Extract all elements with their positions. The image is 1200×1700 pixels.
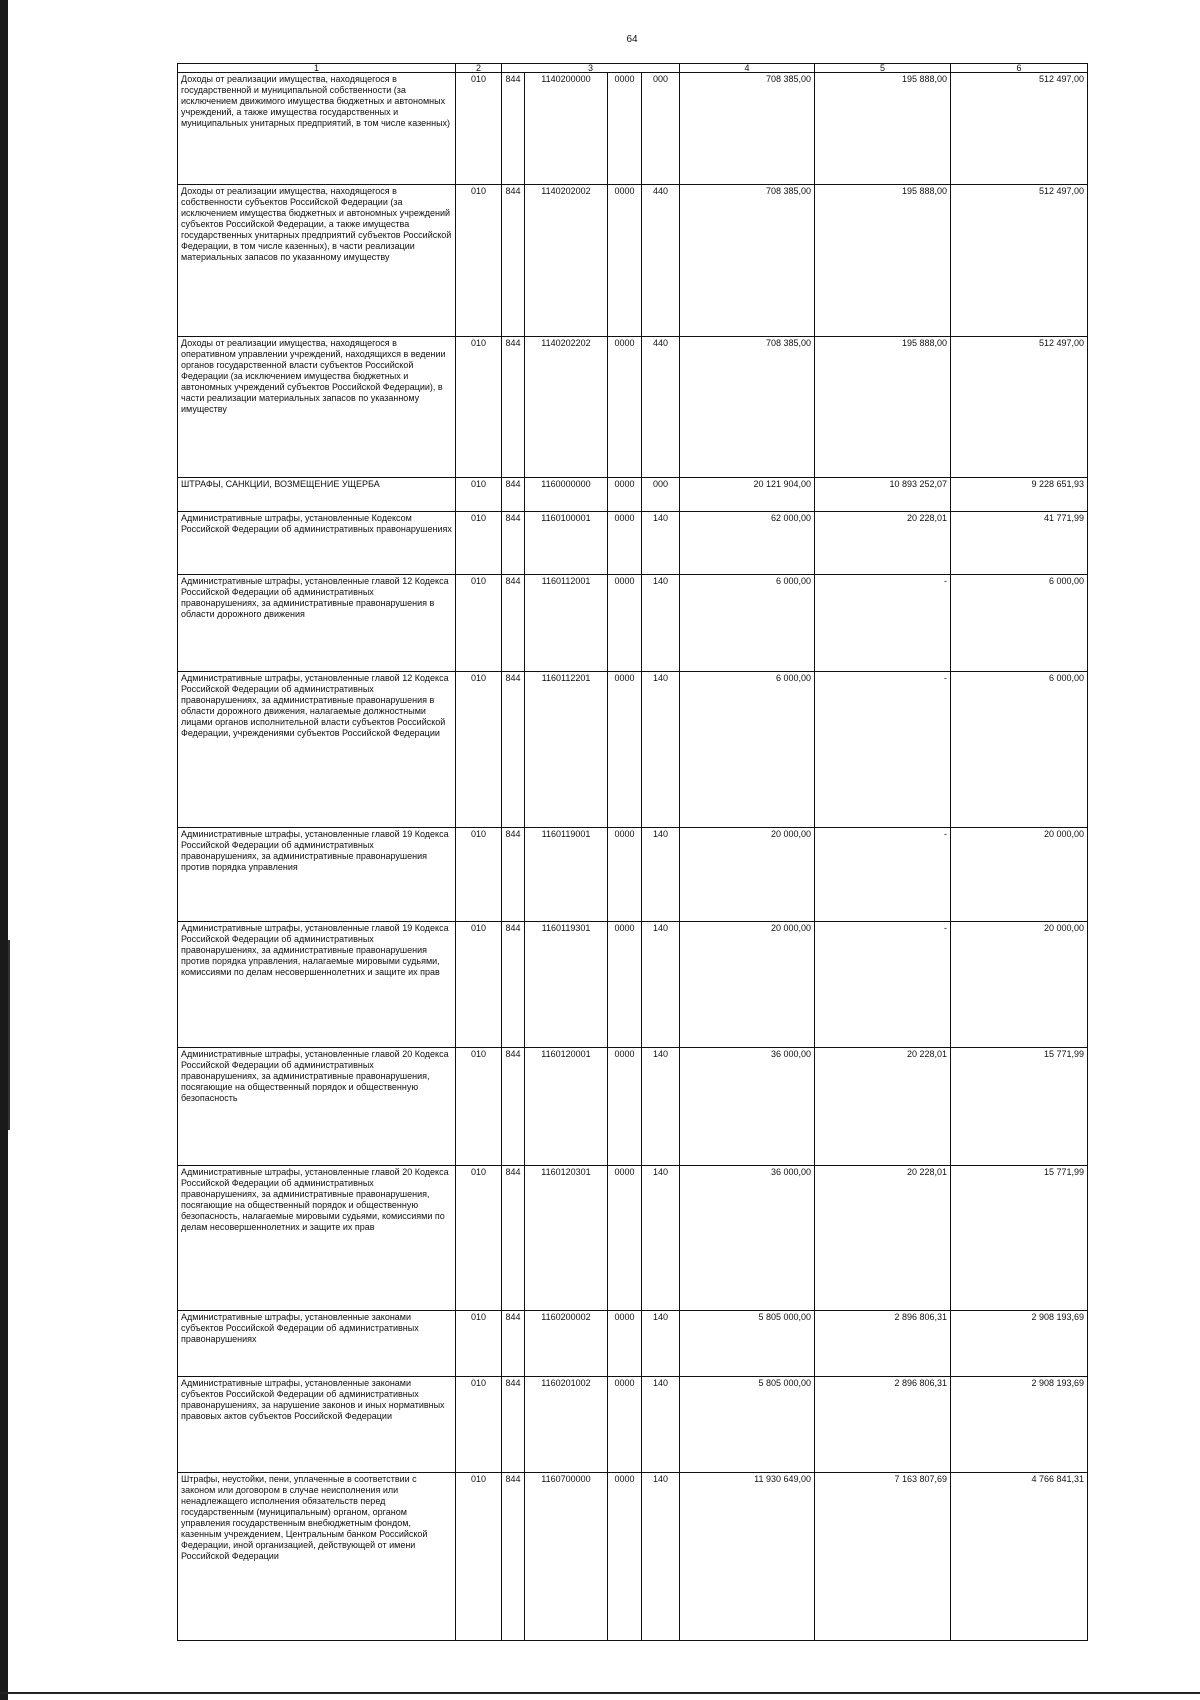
row-line-code: 010 <box>456 575 502 672</box>
column-number: 2 <box>456 64 502 73</box>
row-description: Доходы от реализации имущества, находящегося в оперативном управлении учреждений, находящихся в ведении органов государственной власти субъектов Российской Федерации (за исключением имущества бюджетных и автономных учреждений субъектов Российской Федерации), в части реализации материальных запасов по указанному имуществу <box>178 337 456 478</box>
row-class-code: 140 <box>642 1473 680 1641</box>
table-row <box>178 73 1088 185</box>
table-row <box>178 1473 1088 1641</box>
row-line-code: 010 <box>456 1473 502 1641</box>
column-number: 6 <box>951 64 1088 73</box>
budget-table <box>177 63 1088 1641</box>
row-admin-code: 844 <box>502 575 525 672</box>
row-line-code: 010 <box>456 337 502 478</box>
table-row <box>178 1166 1088 1311</box>
row-class-code: 140 <box>642 512 680 575</box>
row-line-code: 010 <box>456 672 502 828</box>
row-kbk-code: 1140200000 <box>525 73 608 185</box>
table-row <box>178 1311 1088 1377</box>
row-approved-amount: 20 000,00 <box>680 922 815 1048</box>
row-admin-code: 844 <box>502 1473 525 1641</box>
row-program-code: 0000 <box>608 1377 642 1473</box>
row-unexecuted-amount: 41 771,99 <box>951 512 1088 575</box>
row-approved-amount: 36 000,00 <box>680 1166 815 1311</box>
row-class-code: 140 <box>642 1166 680 1311</box>
row-class-code: 140 <box>642 828 680 922</box>
row-line-code: 010 <box>456 922 502 1048</box>
row-class-code: 440 <box>642 185 680 337</box>
row-description: Административные штрафы, установленные главой 12 Кодекса Российской Федерации об административных правонарушениях, за административные правонарушения в области дорожного движения <box>178 575 456 672</box>
table-row <box>178 1377 1088 1473</box>
row-program-code: 0000 <box>608 478 642 512</box>
row-admin-code: 844 <box>502 478 525 512</box>
row-description: Административные штрафы, установленные Кодексом Российской Федерации об административных правонарушениях <box>178 512 456 575</box>
row-approved-amount: 708 385,00 <box>680 185 815 337</box>
row-unexecuted-amount: 6 000,00 <box>951 672 1088 828</box>
row-unexecuted-amount: 4 766 841,31 <box>951 1473 1088 1641</box>
table-row <box>178 922 1088 1048</box>
row-admin-code: 844 <box>502 828 525 922</box>
row-kbk-code: 1160200002 <box>525 1311 608 1377</box>
row-line-code: 010 <box>456 828 502 922</box>
row-line-code: 010 <box>456 1311 502 1377</box>
row-executed-amount: 7 163 807,69 <box>815 1473 951 1641</box>
row-line-code: 010 <box>456 1166 502 1311</box>
row-kbk-code: 1160112001 <box>525 575 608 672</box>
row-description: Административные штрафы, установленные главой 20 Кодекса Российской Федерации об административных правонарушениях, за административные правонарушения, посягающие на общественный порядок и общественную безопасность <box>178 1048 456 1166</box>
table-row <box>178 337 1088 478</box>
row-kbk-code: 1160120301 <box>525 1166 608 1311</box>
table-row <box>178 1048 1088 1166</box>
row-executed-amount: 2 896 806,31 <box>815 1311 951 1377</box>
row-approved-amount: 20 000,00 <box>680 828 815 922</box>
row-unexecuted-amount: 6 000,00 <box>951 575 1088 672</box>
row-program-code: 0000 <box>608 922 642 1048</box>
row-executed-amount: 10 893 252,07 <box>815 478 951 512</box>
row-unexecuted-amount: 20 000,00 <box>951 922 1088 1048</box>
row-line-code: 010 <box>456 73 502 185</box>
row-program-code: 0000 <box>608 337 642 478</box>
table-row <box>178 185 1088 337</box>
row-executed-amount: - <box>815 575 951 672</box>
row-kbk-code: 1140202202 <box>525 337 608 478</box>
row-unexecuted-amount: 512 497,00 <box>951 73 1088 185</box>
row-approved-amount: 6 000,00 <box>680 575 815 672</box>
scan-left-edge <box>0 0 8 1700</box>
row-kbk-code: 1160100001 <box>525 512 608 575</box>
row-executed-amount: - <box>815 922 951 1048</box>
row-unexecuted-amount: 9 228 651,93 <box>951 478 1088 512</box>
row-kbk-code: 1160000000 <box>525 478 608 512</box>
column-number-row <box>178 64 1088 73</box>
row-program-code: 0000 <box>608 828 642 922</box>
row-executed-amount: 20 228,01 <box>815 1166 951 1311</box>
row-unexecuted-amount: 20 000,00 <box>951 828 1088 922</box>
row-description: Административные штрафы, установленные главой 12 Кодекса Российской Федерации об административных правонарушениях, за административные правонарушения в области дорожного движения, налагаемые должностными лицами органов исполнительной власти субъектов Российской Федерации, учреждениями субъектов Российской Федерации <box>178 672 456 828</box>
row-line-code: 010 <box>456 1048 502 1166</box>
row-description: Административные штрафы, установленные законами субъектов Российской Федерации об административных правонарушениях <box>178 1311 456 1377</box>
scan-left-mark <box>8 940 10 1130</box>
row-class-code: 440 <box>642 337 680 478</box>
table-row <box>178 672 1088 828</box>
row-unexecuted-amount: 2 908 193,69 <box>951 1377 1088 1473</box>
row-kbk-code: 1160119001 <box>525 828 608 922</box>
row-admin-code: 844 <box>502 672 525 828</box>
row-executed-amount: - <box>815 672 951 828</box>
budget-table-body <box>178 64 1088 1641</box>
scan-bottom-edge <box>0 1692 1200 1694</box>
row-description: Доходы от реализации имущества, находящегося в государственной и муниципальной собственности (за исключением движимого имущества бюджетных и автономных учреждений, а также имущества государственных и муниципальных унитарных предприятий, в том числе казенных) <box>178 73 456 185</box>
row-line-code: 010 <box>456 512 502 575</box>
column-number: 4 <box>680 64 815 73</box>
row-admin-code: 844 <box>502 185 525 337</box>
row-executed-amount: 2 896 806,31 <box>815 1377 951 1473</box>
row-kbk-code: 1160112201 <box>525 672 608 828</box>
row-admin-code: 844 <box>502 1166 525 1311</box>
row-unexecuted-amount: 2 908 193,69 <box>951 1311 1088 1377</box>
row-approved-amount: 11 930 649,00 <box>680 1473 815 1641</box>
row-executed-amount: 20 228,01 <box>815 512 951 575</box>
row-class-code: 140 <box>642 922 680 1048</box>
row-approved-amount: 5 805 000,00 <box>680 1311 815 1377</box>
row-line-code: 010 <box>456 185 502 337</box>
row-kbk-code: 1160201002 <box>525 1377 608 1473</box>
row-class-code: 140 <box>642 672 680 828</box>
row-program-code: 0000 <box>608 73 642 185</box>
row-description: Административные штрафы, установленные главой 20 Кодекса Российской Федерации об административных правонарушениях, за административные правонарушения, посягающие на общественный порядок и общественную безопасность, налагаемые мировыми судьями, комиссиями по делам несовершеннолетних и защите их прав <box>178 1166 456 1311</box>
row-program-code: 0000 <box>608 1311 642 1377</box>
row-kbk-code: 1160700000 <box>525 1473 608 1641</box>
row-admin-code: 844 <box>502 512 525 575</box>
row-approved-amount: 6 000,00 <box>680 672 815 828</box>
row-description: Административные штрафы, установленные законами субъектов Российской Федерации об административных правонарушениях, за нарушение законов и иных нормативных правовых актов субъектов Российской Федерации <box>178 1377 456 1473</box>
row-admin-code: 844 <box>502 1311 525 1377</box>
row-unexecuted-amount: 512 497,00 <box>951 185 1088 337</box>
row-admin-code: 844 <box>502 73 525 185</box>
row-class-code: 000 <box>642 73 680 185</box>
row-approved-amount: 20 121 904,00 <box>680 478 815 512</box>
column-number: 5 <box>815 64 951 73</box>
row-program-code: 0000 <box>608 1473 642 1641</box>
row-description: ШТРАФЫ, САНКЦИИ, ВОЗМЕЩЕНИЕ УЩЕРБА <box>178 478 456 512</box>
row-unexecuted-amount: 15 771,99 <box>951 1166 1088 1311</box>
row-program-code: 0000 <box>608 575 642 672</box>
row-kbk-code: 1160120001 <box>525 1048 608 1166</box>
table-row <box>178 478 1088 512</box>
row-class-code: 140 <box>642 1311 680 1377</box>
row-executed-amount: 195 888,00 <box>815 73 951 185</box>
row-class-code: 140 <box>642 575 680 672</box>
row-admin-code: 844 <box>502 1377 525 1473</box>
row-approved-amount: 5 805 000,00 <box>680 1377 815 1473</box>
row-description: Доходы от реализации имущества, находящегося в собственности субъектов Российской Федерации (за исключением имущества бюджетных и автономных учреждений субъектов Российской Федерации, а также имущества государственных унитарных предприятий субъектов Российской Федерации, в том числе казенных), в части реализации материальных запасов по указанному имуществу <box>178 185 456 337</box>
row-approved-amount: 36 000,00 <box>680 1048 815 1166</box>
row-program-code: 0000 <box>608 1166 642 1311</box>
row-executed-amount: 20 228,01 <box>815 1048 951 1166</box>
table-row <box>178 828 1088 922</box>
row-description: Штрафы, неустойки, пени, уплаченные в соответствии с законом или договором в случае неисполнения или ненадлежащего исполнения обязательств перед государственным (муниципальным) органом, органом управления государственным внебюджетным фондом, казенным учреждением, Центральным банком Российской Федерации, иной организацией, действующей от имени Российской Федерации <box>178 1473 456 1641</box>
row-kbk-code: 1160119301 <box>525 922 608 1048</box>
row-unexecuted-amount: 15 771,99 <box>951 1048 1088 1166</box>
row-admin-code: 844 <box>502 922 525 1048</box>
row-description: Административные штрафы, установленные главой 19 Кодекса Российской Федерации об административных правонарушениях, за административные правонарушения против порядка управления, налагаемые мировыми судьями, комиссиями по делам несовершеннолетних и защите их прав <box>178 922 456 1048</box>
row-admin-code: 844 <box>502 1048 525 1166</box>
row-description: Административные штрафы, установленные главой 19 Кодекса Российской Федерации об административных правонарушениях, за административные правонарушения против порядка управления <box>178 828 456 922</box>
row-unexecuted-amount: 512 497,00 <box>951 337 1088 478</box>
row-approved-amount: 708 385,00 <box>680 337 815 478</box>
column-number: 1 <box>178 64 456 73</box>
row-kbk-code: 1140202002 <box>525 185 608 337</box>
column-number: 3 <box>502 64 680 73</box>
row-class-code: 140 <box>642 1377 680 1473</box>
row-line-code: 010 <box>456 478 502 512</box>
row-class-code: 140 <box>642 1048 680 1166</box>
row-line-code: 010 <box>456 1377 502 1473</box>
row-executed-amount: 195 888,00 <box>815 185 951 337</box>
row-executed-amount: 195 888,00 <box>815 337 951 478</box>
row-program-code: 0000 <box>608 672 642 828</box>
row-approved-amount: 62 000,00 <box>680 512 815 575</box>
row-program-code: 0000 <box>608 1048 642 1166</box>
row-executed-amount: - <box>815 828 951 922</box>
row-approved-amount: 708 385,00 <box>680 73 815 185</box>
table-row <box>178 575 1088 672</box>
row-admin-code: 844 <box>502 337 525 478</box>
row-program-code: 0000 <box>608 512 642 575</box>
page-number: 64 <box>626 34 638 45</box>
row-class-code: 000 <box>642 478 680 512</box>
table-row <box>178 512 1088 575</box>
row-program-code: 0000 <box>608 185 642 337</box>
